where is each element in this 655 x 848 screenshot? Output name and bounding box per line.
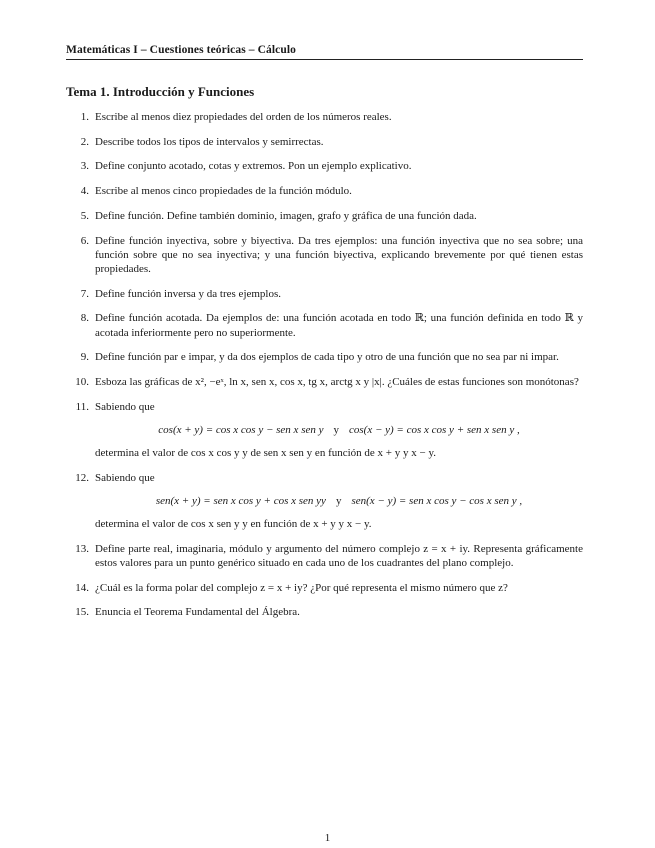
question-text: Enuncia el Teorema Fundamental del Álgebra. [95,606,300,619]
question-number: 2. [80,135,89,148]
question-number: 3. [80,160,89,173]
question-number: 6. [80,234,89,247]
question-intro: Sabiendo que [95,471,155,484]
question-text: Define parte real, imaginaria, módulo y argumento del número complejo z = x + iy. Representa gráficamente estos valores para un punto genérico situado en cada uno de los cuadrantes del plano complejo. [95,542,583,570]
question-followup: determina el valor de cos x sen y y en función de x + y y x − y. [95,518,372,531]
question-item [66,184,583,198]
question-number: 15. [75,606,89,619]
question-item [66,605,583,619]
question-number: 1. [80,111,89,123]
question-number: 11. [75,400,89,413]
question-text: Escribe al menos cinco propiedades de la función módulo. [95,185,352,198]
question-item [66,159,583,173]
question-item [66,581,583,595]
formula-left: sen(x + y) = sen x cos y + cos x sen yy [155,494,326,507]
formula-left: cos(x + y) = cos x cos y − sen x sen y [158,423,324,436]
question-item [66,375,583,389]
question-text: Define función inyectiva, sobre y biyectiva. Da tres ejemplos: una función inyectiva que no sea sobre; una función sobre que no sea inyectiva; y una función biyectiva, explicando brevemente por qué tienen estas propiedades. [95,234,583,275]
question-item [66,110,583,124]
question-text: Escribe al menos diez propiedades del orden de los números reales. [95,111,392,123]
page-number: 1 [324,832,331,844]
question-item-11 [66,400,583,461]
question-text: Define función par e impar, y da dos ejemplos de cada tipo y otro de una función que no sea par ni impar. [95,351,559,364]
question-number: 9. [80,351,89,364]
question-text: Define función inversa y da tres ejemplos. [95,287,282,300]
question-number: 10. [75,375,89,388]
question-text: Describe todos los tipos de intervalos y semirrectas. [95,135,324,148]
question-item [66,234,583,277]
formula-separator: y [333,423,339,436]
page-header: Matemáticas I – Cuestiones teóricas – Cálculo [66,44,296,56]
question-number: 7. [80,287,89,300]
question-number: 8. [80,312,89,325]
question-text: Define función. Define también dominio, imagen, grafo y gráfica de una función dada. [95,209,477,222]
section-title: Tema 1. Introducción y Funciones [66,84,255,99]
formula-right: sen(x − y) = sen x cos y − cos x sen y , [351,494,523,507]
question-text: Esboza las gráficas de x², −eˣ, ln x, sen x, cos x, tg x, arctg x y |x|. ¿Cuáles de estas funciones son monótonas? [95,375,579,388]
question-number: 13. [75,542,89,555]
header-rule [66,59,583,60]
question-number: 14. [75,581,89,594]
question-intro: Sabiendo que [95,400,155,413]
question-followup: determina el valor de cos x cos y y de sen x sen y en función de x + y y x − y. [95,447,436,460]
formula-right: cos(x − y) = cos x cos y + sen x sen y , [349,423,520,436]
question-text: Define función acotada. Da ejemplos de: una función acotada en todo ℝ; una función definida en todo ℝ y acotada inferiormente pero no superiormente. [95,312,583,339]
question-item [66,311,583,339]
question-item [66,209,583,223]
question-number: 12. [75,471,89,484]
question-text: Define conjunto acotado, cotas y extremos. Pon un ejemplo explicativo. [95,160,412,173]
question-list [66,110,583,630]
question-item [66,135,583,149]
question-item [66,287,583,301]
question-item [66,350,583,364]
formula-block [95,494,583,508]
formula-separator: y [335,494,342,507]
question-text: ¿Cuál es la forma polar del complejo z = x + iy? ¿Por qué representa el mismo número que z? [95,581,508,594]
question-item [66,542,583,570]
question-number: 5. [80,209,89,222]
question-number: 4. [80,185,89,198]
formula-block [95,423,583,437]
question-item-12 [66,471,583,532]
